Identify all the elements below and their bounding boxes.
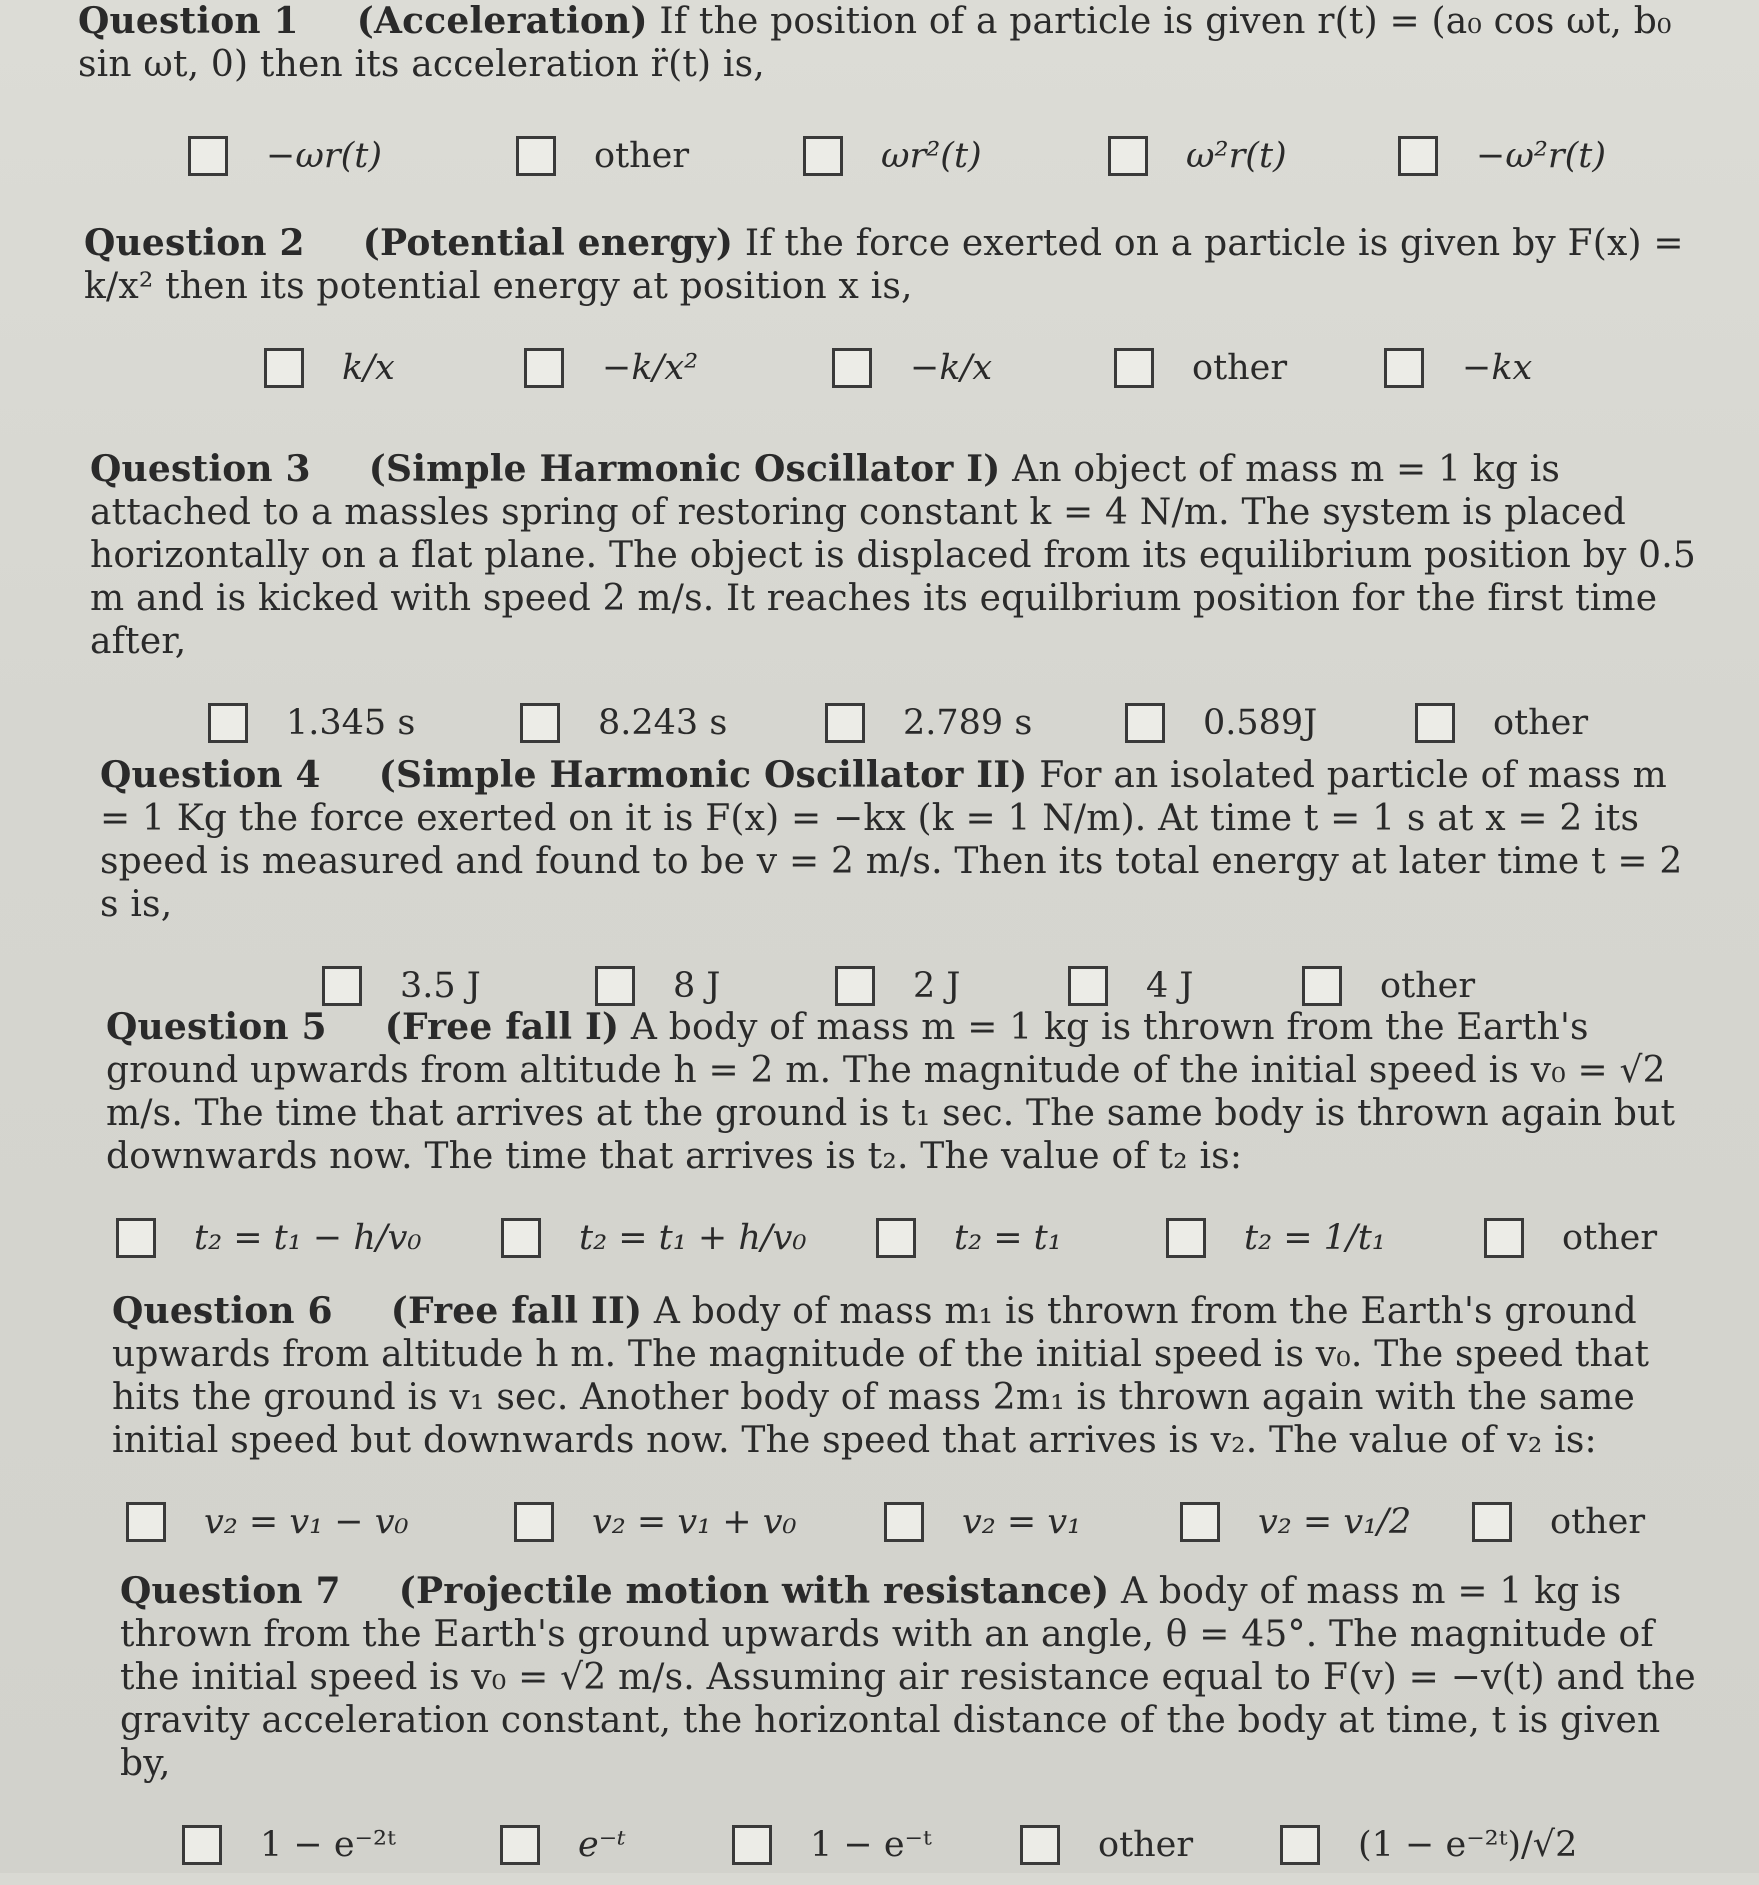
question-text xyxy=(84,222,1724,308)
option-label: 2 J xyxy=(913,966,961,1006)
checkbox[interactable] xyxy=(1302,966,1342,1006)
option[interactable] xyxy=(1180,1502,1411,1542)
checkbox[interactable] xyxy=(501,1218,541,1258)
option[interactable] xyxy=(832,348,992,388)
question-number: Question 3 xyxy=(90,448,311,490)
question-topic: (Free fall I) xyxy=(384,1006,620,1048)
option-label: v₂ = v₁ − v₀ xyxy=(204,1502,409,1542)
question-body: If the position of a particle is given r(t) = (a₀ cos ωt, b₀ sin ωt, 0) then its acceleration r̈(t) is, xyxy=(78,1,1672,85)
option[interactable] xyxy=(595,966,720,1006)
option-label: t₂ = 1/t₁ xyxy=(1244,1218,1386,1258)
question-topic: (Acceleration) xyxy=(356,0,648,42)
checkbox[interactable] xyxy=(803,136,843,176)
checkbox[interactable] xyxy=(1068,966,1108,1006)
option-label: −kx xyxy=(1462,348,1533,388)
option[interactable] xyxy=(1398,136,1606,176)
question-5 xyxy=(106,1006,1706,1278)
option[interactable] xyxy=(514,1502,797,1542)
option[interactable] xyxy=(884,1502,1081,1542)
option-label: ω²r(t) xyxy=(1186,136,1287,176)
question-text xyxy=(100,754,1700,926)
option-label: other xyxy=(1098,1825,1194,1865)
question-body: For an isolated particle of mass m = 1 Kg the force exerted on it is F(x) = −kx (k = 1 N/m). At time t = 1 s at x = 2 its speed is measured and found to be v = 2 m/s. Then its total energy at later time t = 2 s is, xyxy=(100,755,1683,925)
option[interactable] xyxy=(524,348,698,388)
options-row xyxy=(112,1502,1712,1562)
option[interactable] xyxy=(803,136,982,176)
option[interactable] xyxy=(516,136,689,176)
checkbox[interactable] xyxy=(514,1502,554,1542)
checkbox[interactable] xyxy=(1020,1825,1060,1865)
option-label: 0.589J xyxy=(1203,703,1318,743)
option-label: other xyxy=(594,136,690,176)
question-body: A body of mass m₁ is thrown from the Earth's ground upwards from altitude h m. The magnitude of the initial speed is v₀. The speed that hits the ground is v₁ sec. Another body of mass 2m₁ is thrown again with the same initial speed but downwards now. The speed that arrives is v₂. The value of v₂ is: xyxy=(112,1291,1650,1461)
option[interactable] xyxy=(500,1825,626,1865)
question-4 xyxy=(100,754,1700,1026)
checkbox[interactable] xyxy=(1114,348,1154,388)
option-label: e⁻ᵗ xyxy=(578,1825,626,1865)
option-label: 1 − e⁻²ᵗ xyxy=(260,1825,396,1865)
checkbox[interactable] xyxy=(116,1218,156,1258)
checkbox[interactable] xyxy=(264,348,304,388)
question-number: Question 2 xyxy=(84,222,305,264)
question-2 xyxy=(84,222,1724,408)
question-text xyxy=(78,0,1728,86)
option[interactable] xyxy=(1484,1218,1657,1258)
checkbox[interactable] xyxy=(126,1502,166,1542)
question-topic: (Projectile motion with resistance) xyxy=(398,1570,1110,1612)
question-body: A body of mass m = 1 kg is thrown from the Earth's ground upwards from altitude h = 2 m. The magnitude of the initial speed is v₀ = √2 m/s. The time that arrives at the ground is t₁ sec. The same body is thrown again but downwards now. The time that arrives is t₂. The value of t₂ is: xyxy=(106,1007,1676,1177)
option-label: 4 J xyxy=(1146,966,1194,1006)
option-label: 8 J xyxy=(673,966,721,1006)
option-label: other xyxy=(1380,966,1476,1006)
option-label: t₂ = t₁ xyxy=(954,1218,1062,1258)
option[interactable] xyxy=(520,703,727,743)
checkbox[interactable] xyxy=(1484,1218,1524,1258)
checkbox[interactable] xyxy=(884,1502,924,1542)
option-label: v₂ = v₁ xyxy=(962,1502,1082,1542)
checkbox[interactable] xyxy=(732,1825,772,1865)
checkbox[interactable] xyxy=(1415,703,1455,743)
checkbox[interactable] xyxy=(832,348,872,388)
checkbox[interactable] xyxy=(595,966,635,1006)
checkbox[interactable] xyxy=(1472,1502,1512,1542)
question-number: Question 4 xyxy=(100,754,321,796)
option-label: v₂ = v₁ + v₀ xyxy=(592,1502,797,1542)
option[interactable] xyxy=(1415,703,1588,743)
option-label: −k/x xyxy=(910,348,993,388)
option[interactable] xyxy=(188,136,382,176)
checkbox[interactable] xyxy=(1125,703,1165,743)
checkbox[interactable] xyxy=(208,703,248,743)
options-row xyxy=(106,1218,1706,1278)
checkbox[interactable] xyxy=(1108,136,1148,176)
checkbox[interactable] xyxy=(524,348,564,388)
question-number: Question 6 xyxy=(112,1290,333,1332)
question-body: A body of mass m = 1 kg is thrown from the Earth's ground upwards with an angle, θ = 45°. The magnitude of the initial speed is v₀ = √2 m/s. Assuming air resistance equal to F(v) = −v(t) and the gravity acceleration constant, the horizontal distance of the body at time, t is given by, xyxy=(120,1571,1696,1784)
option-label: (1 − e⁻²ᵗ)/√2 xyxy=(1358,1825,1578,1865)
question-topic: (Simple Harmonic Oscillator I) xyxy=(368,448,1001,490)
checkbox[interactable] xyxy=(1180,1502,1220,1542)
option-label: other xyxy=(1192,348,1288,388)
option[interactable] xyxy=(1166,1218,1386,1258)
options-row xyxy=(84,348,1724,408)
question-text xyxy=(112,1290,1712,1462)
option[interactable] xyxy=(1020,1825,1193,1865)
option[interactable] xyxy=(1384,348,1532,388)
option-label: −ω²r(t) xyxy=(1476,136,1607,176)
question-6 xyxy=(112,1290,1712,1562)
checkbox[interactable] xyxy=(1280,1825,1320,1865)
option-label: t₂ = t₁ + h/v₀ xyxy=(579,1218,807,1258)
question-number: Question 7 xyxy=(120,1570,341,1612)
option-label: t₂ = t₁ − h/v₀ xyxy=(194,1218,422,1258)
option[interactable] xyxy=(1302,966,1475,1006)
option[interactable] xyxy=(1280,1825,1577,1865)
option-label: 1.345 s xyxy=(286,703,416,743)
checkbox[interactable] xyxy=(322,966,362,1006)
checkbox[interactable] xyxy=(182,1825,222,1865)
question-body: An object of mass m = 1 kg is attached to a massles spring of restoring constant k = 4 N/m. The system is placed horizontally on a flat plane. The object is displaced from its equilibrium position by 0.5 m and is kicked with speed 2 m/s. It reaches its equilbrium position for the first time after, xyxy=(90,449,1696,662)
option-label: −k/x² xyxy=(602,348,699,388)
option[interactable] xyxy=(182,1825,396,1865)
option[interactable] xyxy=(1068,966,1193,1006)
question-number: Question 5 xyxy=(106,1006,327,1048)
checkbox[interactable] xyxy=(188,136,228,176)
question-7 xyxy=(120,1570,1710,1885)
option[interactable] xyxy=(1114,348,1287,388)
checkbox[interactable] xyxy=(876,1218,916,1258)
option[interactable] xyxy=(1108,136,1287,176)
option[interactable] xyxy=(126,1502,409,1542)
question-3 xyxy=(90,448,1710,763)
option[interactable] xyxy=(876,1218,1062,1258)
option-label: 1 − e⁻ᵗ xyxy=(810,1825,932,1865)
question-1 xyxy=(78,0,1728,196)
question-body: If the force exerted on a particle is given by F(x) = k/x² then its potential energy at position x is, xyxy=(84,223,1684,307)
option[interactable] xyxy=(264,348,395,388)
checkbox[interactable] xyxy=(825,703,865,743)
question-text xyxy=(106,1006,1706,1178)
option[interactable] xyxy=(208,703,415,743)
option[interactable] xyxy=(322,966,481,1006)
option-label: 3.5 J xyxy=(400,966,481,1006)
checkbox[interactable] xyxy=(516,136,556,176)
option-label: other xyxy=(1493,703,1589,743)
option[interactable] xyxy=(732,1825,932,1865)
question-topic: (Potential energy) xyxy=(362,222,734,264)
option[interactable] xyxy=(501,1218,806,1258)
option[interactable] xyxy=(1472,1502,1645,1542)
option-label: k/x xyxy=(342,348,395,388)
checkbox[interactable] xyxy=(500,1825,540,1865)
option-label: v₂ = v₁/2 xyxy=(1258,1502,1412,1542)
option-label: other xyxy=(1550,1502,1646,1542)
options-row xyxy=(78,136,1728,196)
option[interactable] xyxy=(116,1218,421,1258)
question-topic: (Free fall II) xyxy=(390,1290,643,1332)
checkbox[interactable] xyxy=(520,703,560,743)
option[interactable] xyxy=(1125,703,1317,743)
question-number: Question 1 xyxy=(78,0,299,42)
checkbox[interactable] xyxy=(1166,1218,1206,1258)
option-label: other xyxy=(1562,1218,1658,1258)
option[interactable] xyxy=(825,703,1032,743)
option-label: ωr²(t) xyxy=(881,136,982,176)
checkbox[interactable] xyxy=(835,966,875,1006)
checkbox[interactable] xyxy=(1384,348,1424,388)
question-text xyxy=(120,1570,1710,1785)
option-label: 2.789 s xyxy=(903,703,1033,743)
option[interactable] xyxy=(835,966,960,1006)
option-label: 8.243 s xyxy=(598,703,728,743)
checkbox[interactable] xyxy=(1398,136,1438,176)
question-topic: (Simple Harmonic Oscillator II) xyxy=(378,754,1028,796)
question-text xyxy=(90,448,1710,663)
option-label: −ωr(t) xyxy=(266,136,382,176)
options-row xyxy=(120,1825,1710,1885)
